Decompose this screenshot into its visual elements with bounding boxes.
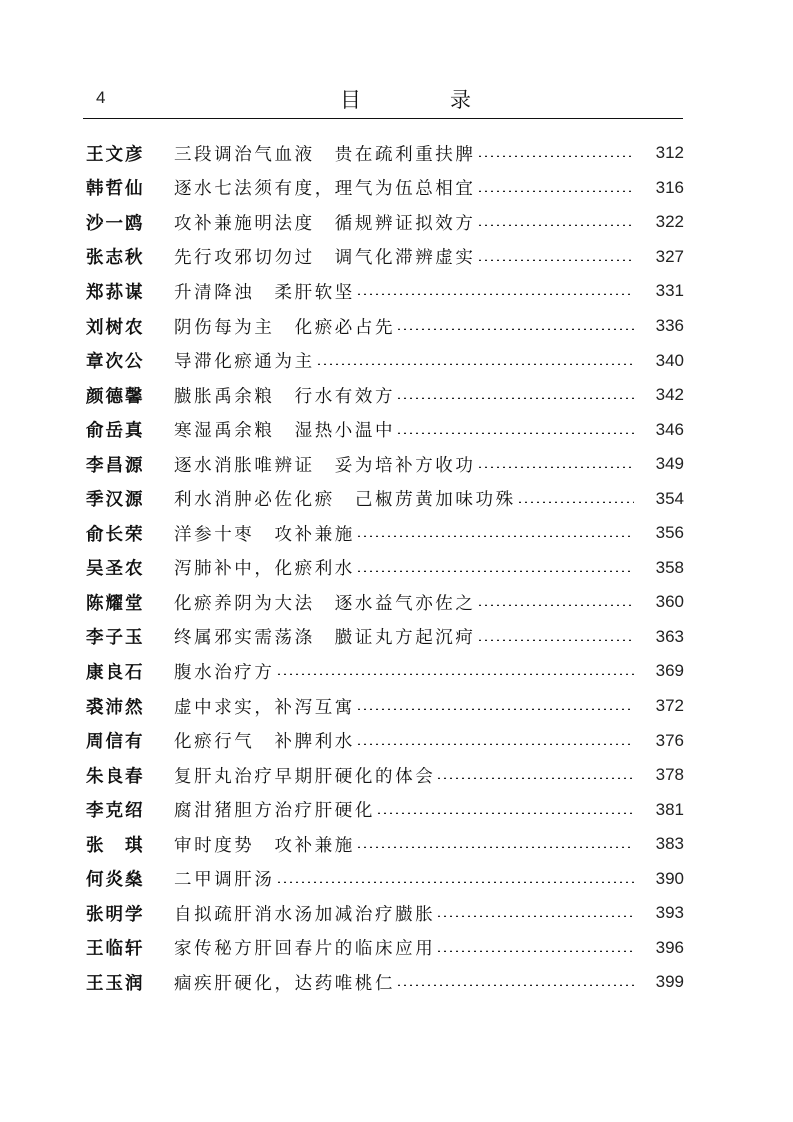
dot-leader <box>477 224 635 226</box>
toc-page-number: 363 <box>655 626 684 646</box>
dot-leader <box>356 846 634 848</box>
toc-page-number: 376 <box>655 730 684 750</box>
toc-author: 周信有 <box>86 732 145 753</box>
toc-author: 沙一鸥 <box>86 213 145 234</box>
toc-author: 裘沛然 <box>86 697 145 718</box>
toc-page-number: 322 <box>655 212 684 232</box>
toc-title-text: 复肝丸治疗早期肝硬化的体会 <box>174 766 436 787</box>
toc-title <box>174 521 640 546</box>
toc-page-number: 393 <box>655 903 684 923</box>
dot-leader <box>396 328 634 330</box>
toc-entry[interactable] <box>86 378 684 413</box>
toc-entry[interactable] <box>86 689 684 724</box>
toc-page-number: 378 <box>655 765 684 785</box>
dot-leader <box>477 604 635 606</box>
toc-title <box>174 314 640 339</box>
dot-leader <box>376 812 634 814</box>
toc-title <box>174 694 640 719</box>
toc-title <box>174 624 640 649</box>
toc-page-number: 346 <box>655 419 684 439</box>
toc-entry[interactable] <box>86 965 684 1000</box>
toc-entry[interactable] <box>86 896 684 931</box>
toc-entry[interactable] <box>86 585 684 620</box>
toc-entry[interactable] <box>86 551 684 586</box>
toc-title <box>174 452 640 477</box>
toc-title <box>174 763 640 788</box>
dot-leader <box>477 190 635 192</box>
toc-page-number: 316 <box>655 177 684 197</box>
dot-leader <box>436 915 634 917</box>
toc-entry[interactable] <box>86 516 684 551</box>
toc-title <box>174 175 640 200</box>
toc-page-number: 327 <box>655 246 684 266</box>
toc-author: 俞岳真 <box>86 421 145 442</box>
toc-title-text: 化瘀养阴为大法 逐水益气亦佐之 <box>174 593 476 614</box>
toc-title <box>174 486 640 511</box>
toc-page-number: 369 <box>655 661 684 681</box>
toc-title-text: 臌胀禹余粮 行水有效方 <box>174 386 396 407</box>
toc-title <box>174 590 640 615</box>
toc-title-text: 洋参十枣 攻补兼施 <box>174 524 355 545</box>
toc-entry[interactable] <box>86 412 684 447</box>
toc-title-text: 寒湿禹余粮 湿热小温中 <box>174 421 396 442</box>
toc-author: 吴圣农 <box>86 559 145 580</box>
toc-entry[interactable] <box>86 827 684 862</box>
toc-page-number: 358 <box>655 557 684 577</box>
toc-author: 陈耀堂 <box>86 593 145 614</box>
toc-author: 李子玉 <box>86 628 145 649</box>
toc-page-number: 383 <box>655 834 684 854</box>
toc-author: 王临轩 <box>86 939 145 960</box>
toc-author: 季汉源 <box>86 490 145 511</box>
toc-author: 李克绍 <box>86 801 145 822</box>
toc-author: 李昌源 <box>86 455 145 476</box>
toc-title-text: 腐泔猪胆方治疗肝硬化 <box>174 801 375 822</box>
toc-title-text: 先行攻邪切勿过 调气化滞辨虚实 <box>174 248 476 269</box>
toc-title-text: 二甲调肝汤 <box>174 870 275 891</box>
toc-author: 何炎燊 <box>86 870 145 891</box>
dot-leader <box>477 466 635 468</box>
toc-page-number: 381 <box>655 799 684 819</box>
toc-title <box>174 866 640 891</box>
dot-leader <box>396 432 634 434</box>
toc-title-text: 攻补兼施明法度 循规辨证拟效方 <box>174 213 476 234</box>
dot-leader <box>316 363 634 365</box>
toc-author: 王文彦 <box>86 144 145 165</box>
toc-title-text: 虚中求实，补泻互寓 <box>174 697 355 718</box>
toc-page-number: 340 <box>655 350 684 370</box>
toc-page-number: 372 <box>655 696 684 716</box>
table-of-contents <box>86 136 684 1000</box>
toc-title-text: 逐水消胀唯辨证 妥为培补方收功 <box>174 455 476 476</box>
toc-title-text: 痼疾肝硬化，达药唯桃仁 <box>174 973 396 994</box>
toc-entry[interactable] <box>86 240 684 275</box>
toc-title-text: 阴伤每为主 化瘀必占先 <box>174 317 396 338</box>
toc-title <box>174 279 640 304</box>
dot-leader <box>356 743 634 745</box>
toc-entry[interactable] <box>86 136 684 171</box>
dot-leader <box>356 708 634 710</box>
toc-title-text: 导滞化瘀通为主 <box>174 352 315 373</box>
toc-author: 张 琪 <box>86 835 145 856</box>
toc-page-number: 312 <box>655 143 684 163</box>
toc-title-text: 审时度势 攻补兼施 <box>174 835 355 856</box>
toc-title <box>174 935 640 960</box>
toc-author: 王玉润 <box>86 973 145 994</box>
toc-page-number: 399 <box>655 972 684 992</box>
toc-entry[interactable] <box>86 723 684 758</box>
toc-entry[interactable] <box>86 758 684 793</box>
toc-author: 郑荪谋 <box>86 282 145 303</box>
toc-title-text: 升清降浊 柔肝软坚 <box>174 282 355 303</box>
toc-entry[interactable] <box>86 171 684 206</box>
toc-author: 朱良春 <box>86 766 145 787</box>
toc-title <box>174 832 640 857</box>
dot-leader <box>396 397 634 399</box>
toc-entry[interactable] <box>86 205 684 240</box>
toc-title <box>174 244 640 269</box>
toc-page-number: 336 <box>655 316 684 335</box>
toc-title-text: 三段调治气血液 贵在疏利重扶脾 <box>174 144 476 165</box>
toc-title <box>174 970 640 995</box>
toc-entry[interactable] <box>86 931 684 966</box>
toc-page-number: 396 <box>655 937 684 957</box>
toc-page-number: 331 <box>655 281 684 301</box>
toc-author: 张志秋 <box>86 248 145 269</box>
toc-title <box>174 728 640 753</box>
dot-leader <box>276 673 635 675</box>
dot-leader <box>477 639 635 641</box>
toc-title-text: 利水消肿必佐化瘀 己椒苈黄加味功殊 <box>174 490 516 511</box>
toc-entry[interactable] <box>86 481 684 516</box>
toc-title <box>174 141 640 166</box>
toc-title-text: 自拟疏肝消水汤加减治疗臌胀 <box>174 904 436 925</box>
toc-entry[interactable] <box>86 654 684 689</box>
page-title: 目 录 <box>340 88 505 112</box>
toc-author: 刘树农 <box>86 317 145 338</box>
dot-leader <box>356 293 634 295</box>
dot-leader <box>436 950 634 952</box>
toc-entry[interactable] <box>86 861 684 896</box>
toc-page-number: 356 <box>655 523 684 543</box>
page-number: 4 <box>96 88 106 107</box>
toc-title <box>174 901 640 926</box>
toc-title <box>174 210 640 235</box>
dot-leader <box>517 501 634 503</box>
toc-title-text: 化瘀行气 补脾利水 <box>174 732 355 753</box>
toc-entry[interactable] <box>86 620 684 655</box>
toc-page-number: 349 <box>655 454 684 474</box>
toc-entry[interactable] <box>86 343 684 378</box>
toc-author: 韩哲仙 <box>86 179 145 200</box>
dot-leader <box>356 570 634 572</box>
toc-title <box>174 797 640 822</box>
toc-entry[interactable] <box>86 274 684 309</box>
toc-page-number: 360 <box>655 592 684 612</box>
toc-title <box>174 417 640 442</box>
toc-title <box>174 659 640 684</box>
toc-author: 章次公 <box>86 352 145 373</box>
toc-title <box>174 383 640 408</box>
toc-author: 俞长荣 <box>86 524 145 545</box>
toc-entry[interactable] <box>86 792 684 827</box>
dot-leader <box>477 259 635 261</box>
toc-page-number: 354 <box>655 488 684 508</box>
dot-leader <box>436 777 634 779</box>
toc-title <box>174 348 640 373</box>
toc-entry[interactable] <box>86 309 684 344</box>
header-divider <box>83 118 683 119</box>
dot-leader <box>356 535 634 537</box>
toc-title-text: 逐水七法须有度，理气为伍总相宜 <box>174 179 476 200</box>
toc-author: 张明学 <box>86 904 145 925</box>
toc-title-text: 终属邪实需荡涤 臌证丸方起沉疴 <box>174 628 476 649</box>
dot-leader <box>396 984 634 986</box>
toc-page-number: 342 <box>655 385 684 405</box>
dot-leader <box>477 155 635 157</box>
dot-leader <box>276 881 635 883</box>
toc-author: 康良石 <box>86 662 145 683</box>
toc-title-text: 家传秘方肝回春片的临床应用 <box>174 939 436 960</box>
toc-title-text: 腹水治疗方 <box>174 662 275 683</box>
toc-page-number: 390 <box>655 868 684 888</box>
toc-author: 颜德馨 <box>86 386 145 407</box>
toc-title-text: 泻肺补中，化瘀利水 <box>174 559 355 580</box>
toc-entry[interactable] <box>86 447 684 482</box>
toc-title <box>174 555 640 580</box>
